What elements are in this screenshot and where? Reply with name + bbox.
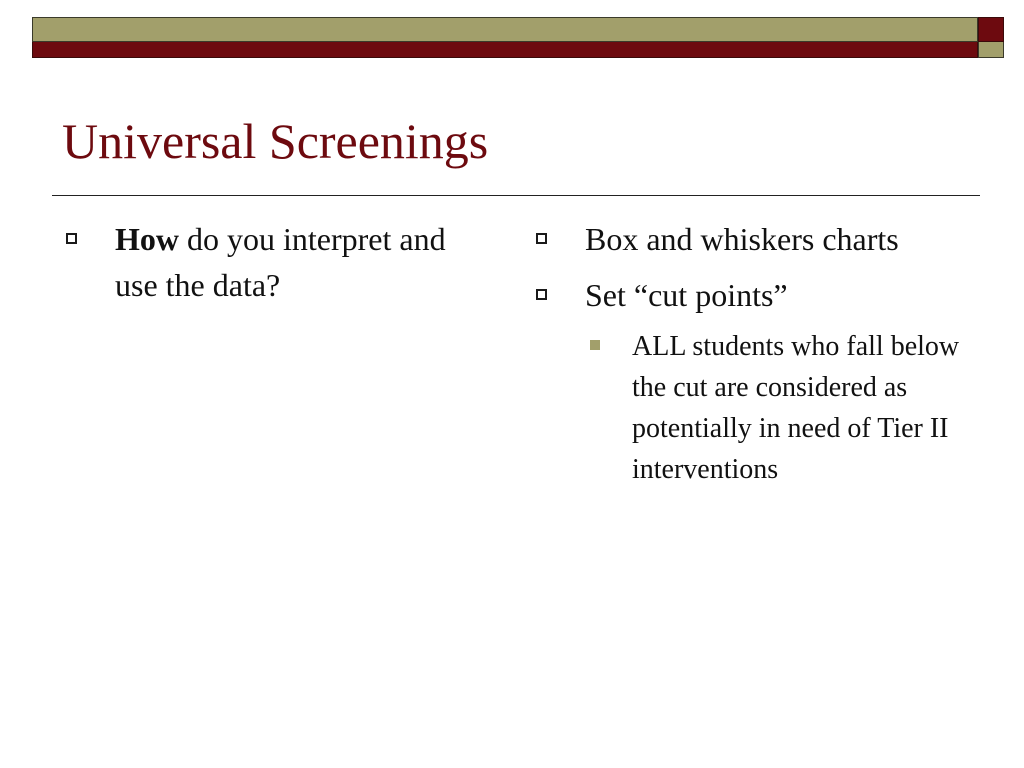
sub-bullet-text: ALL students who fall below the cut are considered as potentially in need of Tier II interventions xyxy=(632,331,960,485)
bullet-text: Box and whiskers charts xyxy=(585,221,899,257)
slide-title: Universal Screenings xyxy=(62,113,489,169)
header-corner-olive xyxy=(978,42,1004,58)
sub-bullet-item-all-students xyxy=(532,326,972,490)
header-corner-maroon xyxy=(978,17,1004,42)
bullet-item-how xyxy=(62,216,482,308)
filled-square-icon xyxy=(590,340,600,350)
right-column xyxy=(532,216,972,490)
header-band-olive xyxy=(32,17,978,42)
left-column xyxy=(62,216,482,318)
hollow-square-icon xyxy=(66,233,77,244)
bullet-text: do you interpret and use the data? xyxy=(115,221,446,303)
hollow-square-icon xyxy=(536,233,547,244)
bullet-bold-text: How xyxy=(115,221,179,257)
bullet-item-cut-points xyxy=(532,272,972,318)
bullet-text: Set “cut points” xyxy=(585,277,788,313)
header-band-maroon xyxy=(32,42,978,58)
bullet-item-box-whiskers xyxy=(532,216,972,262)
title-divider xyxy=(52,195,980,196)
hollow-square-icon xyxy=(536,289,547,300)
